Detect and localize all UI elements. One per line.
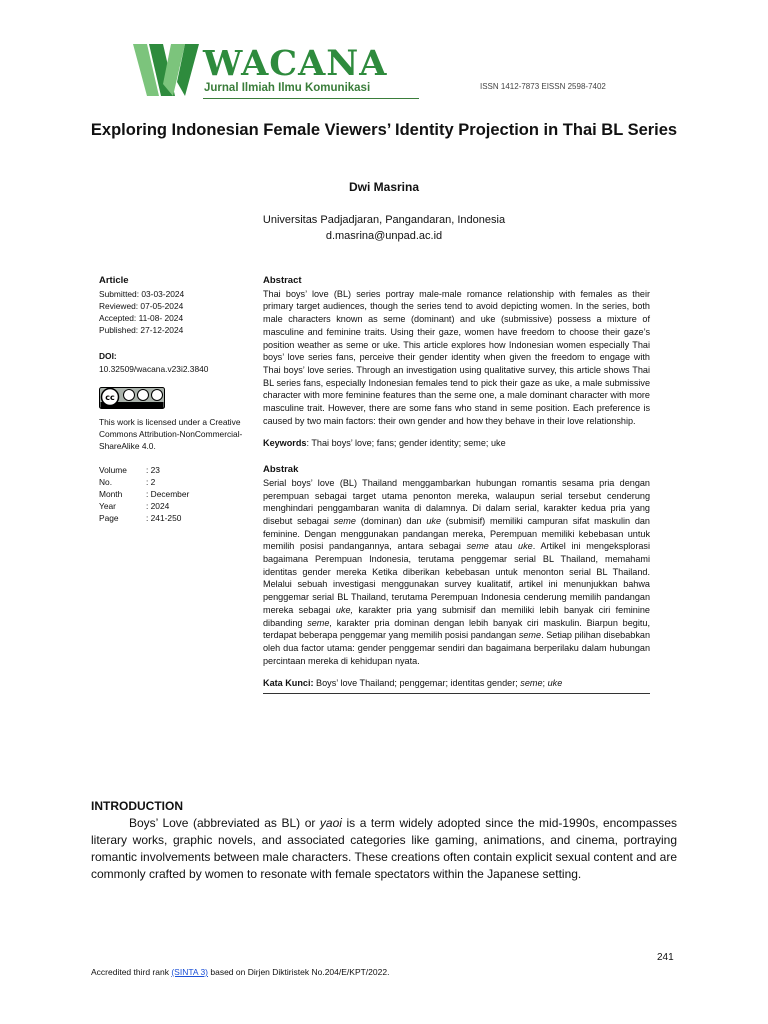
abstrak-text: . Setiap pilihan disebabkan oleh dua factor utama: gender penggemar sendiri dan bagaimana berperilaku dalam hubungan percintaan mereka di kehidupan nyata. [263,630,650,666]
meta-key: No. [99,477,113,487]
issue-meta [99,464,249,524]
footer-text: based on Dirjen Diktiristek No.204/E/KPT/2022. [208,967,390,977]
wacana-logo-mark [133,44,199,96]
author-name: Dwi Masrina [348,180,420,194]
author-email[interactable]: d.masrina@unpad.ac.id [325,230,443,242]
meta-key: Page [99,513,119,523]
kata-kunci-label: Kata Kunci: [263,678,314,689]
doi-link[interactable]: 10.32509/wacana.v23i2.3840 [99,364,209,374]
published-date: Published: 27-12-2024 [99,325,184,335]
abstract-keywords [263,437,650,450]
abstrak-text: Serial boys’ love (BL) Thailand menggambarkan hubungan romantis sesama pria dengan perempuan sebagai target utama penonton mereka, walaupun serial tersebut cenderung menghindari penggambaran wanita di dalamnya. Di dalam serial, karakter kedua pria yang disebut sebagai [263,477,650,526]
abstrak-body [263,477,650,668]
footer-text: Accredited third rank [91,967,172,977]
journal-logo-text: WACANA [203,43,388,84]
submitted-date: Submitted: 03-03-2024 [99,289,185,299]
reviewed-date: Reviewed: 07-05-2024 [99,301,184,311]
abstract-column [263,275,650,694]
kata-kunci-term: seme [520,678,543,689]
accreditation-footer [91,966,391,978]
abstrak-text: atau [488,541,519,552]
abstrak-heading: Abstrak [263,464,299,476]
meta-row-page [99,512,249,524]
sinta-link[interactable]: (SINTA 3) [171,967,209,977]
license-text: This work is licensed under a Creative Commons Attribution-NonCommercial-ShareAlike 4.0. [99,417,243,451]
abstract-heading: Abstract [263,275,302,286]
abstrak-term: uke, [335,604,354,615]
abstract-body: Thai boys’ love (BL) series portray male-male romance relationship with females as their primary target audiences, though the series tend to avoid depicting women. In the series, both male characters known as seme (dominant) and uke (submissive) possess a mixture of masculine and feminine traits. Using their gaze, women have freedom to choose their gaze’s position weather as seme or uke. This article explores how Indonesian women especially Thai boys’ love series fans, perceive their gender identity when given the freedom to engage with Thai boys’ love series. Through an investigation using qualitative survey, this article shows Thai BL series fans, especially Indonesian females tend to pick their gaze as uke, a male submissive character with more feminine features than the seme one, a male dominant character with more masculine trait. However, there are some fans who stand in seme position. Each preference is caused by two main factors: their own gender and how they behave in their love relationship. [263,288,650,426]
abstrak-text: karakter pria dominan dengan lebih banyak ciri maskulin. Biarpun begitu, terdapat beberapa penggemar yang memilih posisi pandangan [263,617,650,641]
meta-key: Year [99,501,116,511]
cc-by-nc-sa-icon[interactable] [99,387,165,409]
abstrak-term: seme [466,541,489,552]
article-info-sidebar [99,275,249,524]
meta-key: Month [99,489,123,499]
meta-key: Volume [99,465,127,475]
introduction-paragraph [91,815,677,883]
abstrak-term: seme [518,630,542,641]
abstract-divider [263,693,650,694]
abstrak-text: . Artikel ini mengeksplorasi bagaimana Perempuan Indonesia, terutama penggemar serial BL Thailand, memahami identitas gender mereka Ketika diberikan kebebasan untuk menonton serial BL Thailand. Melalui sebuah investigasi menggunakan survey kualitatif, artikel ini menunjukkan bahwa penggemar serial BL Thailand, terutama Perempuan Indonesia cenderung memilih pandangan mereka sebagai [263,541,650,615]
keywords-label: Keywords [263,438,307,449]
meta-row-number [99,476,249,488]
intro-term: yaoi [319,816,342,830]
meta-value: : 2 [146,477,156,487]
article-title: Exploring Indonesian Female Viewers’ Identity Projection in Thai BL Series [90,121,678,139]
abstrak-text: (dominan) dan [355,515,427,526]
meta-row-volume [99,464,249,476]
introduction-heading: INTRODUCTION [91,799,183,813]
accepted-date: Accepted: 11-08- 2024 [99,313,184,323]
abstrak-term: seme, [307,617,332,628]
affiliation: Universitas Padjadjaran, Pangandaran, Indonesia [262,214,506,226]
kata-kunci [263,677,650,690]
abstrak-term: uke [518,541,533,552]
page-number: 241 [657,952,674,963]
svg-text:cc: cc [105,393,115,402]
abstrak-term: seme [333,515,356,526]
issn-text: ISSN 1412-7873 EISSN 2598-7402 [480,82,606,91]
meta-value: : 241-250 [146,513,182,523]
journal-subtitle: Jurnal Ilmiah Ilmu Komunikasi [204,82,371,94]
meta-row-month [99,488,249,500]
abstrak-term: uke [426,515,442,526]
meta-value: : December [146,489,190,499]
kata-kunci-term: uke [547,678,563,689]
abstrak-text: (submisif) memiliki campuran sifat maskulin dan feminine. Dengan menggunakan pandangan mereka, Perempuan memiliki kebebasan untuk memilih posisi pandangannya, antara sebagai [263,515,650,552]
article-label: Article [99,275,129,286]
kata-kunci-sep: ; [542,678,548,689]
doi-label: DOI: [99,351,117,361]
logo-underline [203,98,419,99]
kata-kunci-list: Boys’ love Thailand; penggemar; identitas gender; [313,678,521,689]
author-affiliation [0,212,768,244]
meta-value: : 23 [146,465,160,475]
meta-value: : 2024 [146,501,170,511]
abstrak-text: karakter pria yang submisif dan memiliki lebih banyak ciri feminine dibanding [263,604,650,628]
intro-text: is a term widely adopted since the mid-1990s, encompasses literary works, graphic novels, and associated categories like gaming, animations, and cinema, portraying romantic involvements between male characters. These creations often contain explicit sexual content and are commonly crafted by women to resonate with female spectators within the Japanese setting. [91,816,677,881]
keywords-list: : Thai boys’ love; fans; gender identity; seme; uke [306,438,506,449]
intro-text: Boys’ Love (abbreviated as BL) or [129,816,320,830]
meta-row-year [99,500,249,512]
